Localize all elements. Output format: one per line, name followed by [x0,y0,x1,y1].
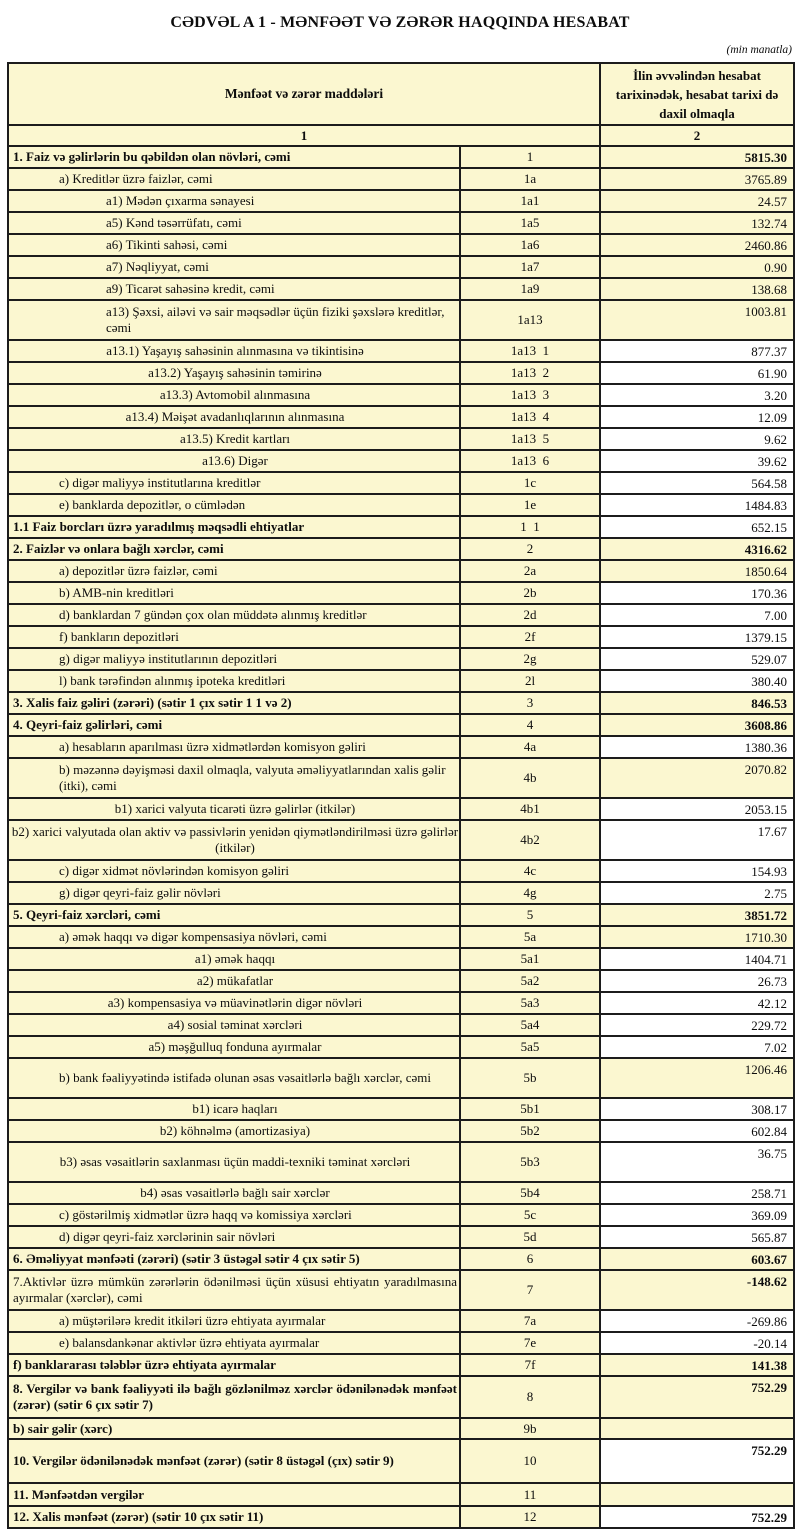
row-code: 7a [460,1310,600,1332]
table-row [8,626,794,648]
row-label: a) Kreditlər üzrə faizlər, cəmi [8,168,460,190]
row-label: 11. Mənfəətdən vergilər [8,1483,460,1506]
row-label: 6. Əməliyyat mənfəəti (zərəri) (sətir 3 üstəgəl sətir 4 çıx sətir 5) [8,1248,460,1270]
row-label: f) banklararası tələblər üzrə ehtiyata ayırmalar [8,1354,460,1376]
row-code: 5a4 [460,1014,600,1036]
table-row [8,1483,794,1506]
row-label: g) digər maliyyə institutlarının depozitləri [8,648,460,670]
row-label: 10. Vergilər ödənilənədək mənfəət (zərər) (sətir 8 üstəgəl (çıx) sətir 9) [8,1439,460,1483]
row-code: 7 [460,1270,600,1310]
row-value: 141.38 [600,1354,794,1376]
row-code: 1a [460,168,600,190]
row-value: 36.75 [600,1142,794,1182]
row-code: 3 [460,692,600,714]
row-label: 1. Faiz və gəlirlərin bu qəbildən olan növləri, cəmi [8,146,460,168]
row-label: b2) xarici valyutada olan aktiv və passivlərin yenidən qiymətləndirilməsi üzrə gəlirlər (itkilər) [8,820,460,860]
table-row [8,992,794,1014]
row-code: 5b3 [460,1142,600,1182]
row-label: g) digər qeyri-faiz gəlir növləri [8,882,460,904]
row-code: 4c [460,860,600,882]
row-value: 1379.15 [600,626,794,648]
table-row [8,604,794,626]
row-value: 1380.36 [600,736,794,758]
row-code: 4b1 [460,798,600,820]
row-value: 603.67 [600,1248,794,1270]
table-row [8,1376,794,1418]
row-value: 565.87 [600,1226,794,1248]
row-code: 4g [460,882,600,904]
row-code: 1a13 3 [460,384,600,406]
row-value: 17.67 [600,820,794,860]
row-code: 4 [460,714,600,736]
row-value: 154.93 [600,860,794,882]
row-value: 752.29 [600,1376,794,1418]
row-label: a1) əmək haqqı [8,948,460,970]
row-label: b) bank fəaliyyətində istifadə olunan əsas vəsaitlərlə bağlı xərclər, cəmi [8,1058,460,1098]
table-row [8,904,794,926]
row-code: 5b4 [460,1182,600,1204]
row-code: 1 [460,146,600,168]
row-value: 132.74 [600,212,794,234]
table-row [8,494,794,516]
row-label: a7) Nəqliyyat, cəmi [8,256,460,278]
table-row [8,1036,794,1058]
row-label: 1.1 Faiz borcları üzrə yaradılmış məqsədli ehtiyatlar [8,516,460,538]
row-code: 1a13 6 [460,450,600,472]
row-code: 5b2 [460,1120,600,1142]
row-label: a) əmək haqqı və digər kompensasiya növləri, cəmi [8,926,460,948]
row-value: 1710.30 [600,926,794,948]
row-code: 1a5 [460,212,600,234]
table-row [8,538,794,560]
page-title: CƏDVƏL A 1 - MƏNFƏƏT VƏ ZƏRƏR HAQQINDA HESABAT [170,14,630,31]
row-label: c) digər maliyyə institutlarına kreditlər [8,472,460,494]
table-row [8,820,794,860]
row-label: a13.1) Yaşayış sahəsinin alınmasına və tikintisinə [8,340,460,362]
row-label: 12. Xalis mənfəət (zərər) (sətir 10 çıx sətir 11) [8,1506,460,1528]
row-label: 7.Aktivlər üzrə mümkün zərərlərin ödənilməsi üçün xüsusi ehtiyatın yaradılmasına ayırmalar (xərclər), cəmi [8,1270,460,1310]
row-label: b1) icarə haqları [8,1098,460,1120]
row-code: 1e [460,494,600,516]
row-code: 1 1 [460,516,600,538]
row-label: a13.2) Yaşayış sahəsinin təmirinə [8,362,460,384]
row-value: 380.40 [600,670,794,692]
row-value: -269.86 [600,1310,794,1332]
row-label: e) balansdankənar aktivlər üzrə ehtiyata ayırmalar [8,1332,460,1354]
row-value: 602.84 [600,1120,794,1142]
row-label: b3) əsas vəsaitlərin saxlanması üçün maddi-texniki təminat xərcləri [8,1142,460,1182]
row-code: 5d [460,1226,600,1248]
row-label: a) müştərilərə kredit itkiləri üzrə ehtiyata ayırmalar [8,1310,460,1332]
row-value: 7.00 [600,604,794,626]
row-value: 846.53 [600,692,794,714]
row-label: b4) əsas vəsaitlərlə bağlı sair xərclər [8,1182,460,1204]
row-code: 6 [460,1248,600,1270]
table-row [8,406,794,428]
row-value: 3608.86 [600,714,794,736]
row-code: 1a9 [460,278,600,300]
table-row [8,1354,794,1376]
row-value: 24.57 [600,190,794,212]
row-value: 1003.81 [600,300,794,340]
row-code: 1a13 [460,300,600,340]
row-code: 5a2 [460,970,600,992]
table-row [8,758,794,798]
row-value: 26.73 [600,970,794,992]
row-code: 9b [460,1418,600,1439]
table-row [8,670,794,692]
row-value: 138.68 [600,278,794,300]
table-row [8,516,794,538]
row-value: 0.90 [600,256,794,278]
row-value: 12.09 [600,406,794,428]
row-label: b1) xarici valyuta ticarəti üzrə gəlirlər (itkilər) [8,798,460,820]
table-row [8,1270,794,1310]
row-code: 8 [460,1376,600,1418]
row-label: d) digər qeyri-faiz xərclərinin sair növləri [8,1226,460,1248]
row-code: 4a [460,736,600,758]
row-value [600,1418,794,1439]
table-row [8,1506,794,1528]
table-row [8,1310,794,1332]
table-row [8,798,794,820]
row-value: 1404.71 [600,948,794,970]
row-code: 5a3 [460,992,600,1014]
table-row [8,212,794,234]
row-code: 7f [460,1354,600,1376]
row-label: 8. Vergilər və bank fəaliyyəti ilə bağlı gözlənilməz xərclər ödənilənədək mənfəət (zərər) (sətir 6 çıx sətir 7) [8,1376,460,1418]
row-code: 1a13 1 [460,340,600,362]
table-row [8,736,794,758]
table-row [8,340,794,362]
row-code: 2a [460,560,600,582]
table-row [8,860,794,882]
row-value: 2460.86 [600,234,794,256]
row-label: a13.5) Kredit kartları [8,428,460,450]
table-row [8,300,794,340]
col-header-period: İlin əvvəlindən hesabat tarixinədək, hesabat tarixi də daxil olmaqla [600,63,794,125]
table-row [8,882,794,904]
table-row [8,692,794,714]
unit-note: (min manatla) [726,44,792,56]
row-value: 258.71 [600,1182,794,1204]
row-value: 752.29 [600,1506,794,1528]
row-code: 2 [460,538,600,560]
profit-loss-table [7,62,795,1529]
row-value: 2.75 [600,882,794,904]
row-code: 2g [460,648,600,670]
row-label: b2) köhnəlmə (amortizasiya) [8,1120,460,1142]
table-row [8,560,794,582]
row-label: b) AMB-nin kreditləri [8,582,460,604]
row-label: a13.4) Məişət avadanlıqlarının alınmasına [8,406,460,428]
table-row [8,472,794,494]
row-value: 39.62 [600,450,794,472]
row-label: c) göstərilmiş xidmətlər üzrə haqq və komissiya xərcləri [8,1204,460,1226]
table-row [8,190,794,212]
row-label: a5) Kənd təsərrüfatı, cəmi [8,212,460,234]
table-row [8,582,794,604]
row-label: e) banklarda depozitlər, o cümlədən [8,494,460,516]
row-code: 4b [460,758,600,798]
row-code: 5 [460,904,600,926]
row-code: 1a13 5 [460,428,600,450]
table-row [8,1248,794,1270]
row-code: 7e [460,1332,600,1354]
row-value: 2053.15 [600,798,794,820]
table-row [8,450,794,472]
row-code: 1a7 [460,256,600,278]
table-row [8,362,794,384]
row-value: 5815.30 [600,146,794,168]
row-value: 7.02 [600,1036,794,1058]
row-label: a9) Ticarət sahəsinə kredit, cəmi [8,278,460,300]
row-label: a13.3) Avtomobil alınmasına [8,384,460,406]
table-row [8,1226,794,1248]
row-label: a1) Mədən çıxarma sənayesi [8,190,460,212]
table-row [8,278,794,300]
row-value: 229.72 [600,1014,794,1036]
row-code: 1a13 2 [460,362,600,384]
row-code: 2b [460,582,600,604]
row-value: 1850.64 [600,560,794,582]
row-value: 3765.89 [600,168,794,190]
row-code: 2d [460,604,600,626]
row-value: 529.07 [600,648,794,670]
row-value: 877.37 [600,340,794,362]
table-row [8,1098,794,1120]
row-label: 3. Xalis faiz gəliri (zərəri) (sətir 1 çıx sətir 1 1 və 2) [8,692,460,714]
table-row [8,1439,794,1483]
table-row [8,970,794,992]
row-code: 1a13 4 [460,406,600,428]
table-header-row [8,63,794,125]
row-code: 4b2 [460,820,600,860]
table-row [8,428,794,450]
table-row [8,168,794,190]
row-label: a5) məşğulluq fonduna ayırmalar [8,1036,460,1058]
row-value [600,1483,794,1506]
row-code: 2f [460,626,600,648]
row-code: 1a1 [460,190,600,212]
row-value: 42.12 [600,992,794,1014]
row-label: c) digər xidmət növlərindən komisyon gəliri [8,860,460,882]
row-label: a) hesabların aparılması üzrə xidmətlərdən komisyon gəliri [8,736,460,758]
col-header-items: Mənfəət və zərər maddələri [8,63,600,125]
row-code: 5a [460,926,600,948]
table-row [8,1418,794,1439]
table-row [8,1204,794,1226]
row-value: -20.14 [600,1332,794,1354]
row-label: a2) mükafatlar [8,970,460,992]
table-row [8,1014,794,1036]
col-number-1: 1 [8,125,600,146]
table-row [8,714,794,736]
row-value: 9.62 [600,428,794,450]
row-code: 5c [460,1204,600,1226]
table-row [8,1058,794,1098]
table-row [8,146,794,168]
row-code: 5b1 [460,1098,600,1120]
row-value: 2070.82 [600,758,794,798]
row-value: -148.62 [600,1270,794,1310]
row-value: 308.17 [600,1098,794,1120]
row-label: 4. Qeyri-faiz gəlirləri, cəmi [8,714,460,736]
table-row [8,234,794,256]
row-value: 61.90 [600,362,794,384]
table-row [8,948,794,970]
table-row [8,1182,794,1204]
row-code: 1a6 [460,234,600,256]
row-value: 3851.72 [600,904,794,926]
row-label: 5. Qeyri-faiz xərcləri, cəmi [8,904,460,926]
row-code: 5a1 [460,948,600,970]
row-label: f) bankların depozitləri [8,626,460,648]
table-row [8,648,794,670]
row-value: 564.58 [600,472,794,494]
table-row [8,384,794,406]
row-label: a13.6) Digər [8,450,460,472]
row-label: b) sair gəlir (xərc) [8,1418,460,1439]
row-value: 1206.46 [600,1058,794,1098]
table-row [8,256,794,278]
column-number-row [8,125,794,146]
table-row [8,926,794,948]
row-code: 12 [460,1506,600,1528]
row-label: a) depozitlər üzrə faizlər, cəmi [8,560,460,582]
row-label: a3) kompensasiya və müavinətlərin digər növləri [8,992,460,1014]
row-label: l) bank tərəfindən alınmış ipoteka kreditləri [8,670,460,692]
table-row [8,1142,794,1182]
row-label: b) məzənnə dəyişməsi daxil olmaqla, valyuta əməliyyatlarından xalis gəlir (itki), cəmi [8,758,460,798]
row-value: 170.36 [600,582,794,604]
row-value: 752.29 [600,1439,794,1483]
row-code: 5b [460,1058,600,1098]
row-label: 2. Faizlər və onlara bağlı xərclər, cəmi [8,538,460,560]
row-code: 2l [460,670,600,692]
col-number-2: 2 [600,125,794,146]
row-label: a4) sosial təminat xərcləri [8,1014,460,1036]
table-row [8,1120,794,1142]
row-label: d) banklardan 7 gündən çox olan müddətə alınmış kreditlər [8,604,460,626]
row-code: 11 [460,1483,600,1506]
table-row [8,1332,794,1354]
row-label: a13) Şəxsi, ailəvi və sair məqsədlər üçün fiziki şəxslərə kreditlər, cəmi [8,300,460,340]
row-code: 5a5 [460,1036,600,1058]
row-value: 4316.62 [600,538,794,560]
row-label: a6) Tikinti sahəsi, cəmi [8,234,460,256]
row-value: 1484.83 [600,494,794,516]
row-code: 1c [460,472,600,494]
row-value: 369.09 [600,1204,794,1226]
row-value: 3.20 [600,384,794,406]
row-value: 652.15 [600,516,794,538]
row-code: 10 [460,1439,600,1483]
